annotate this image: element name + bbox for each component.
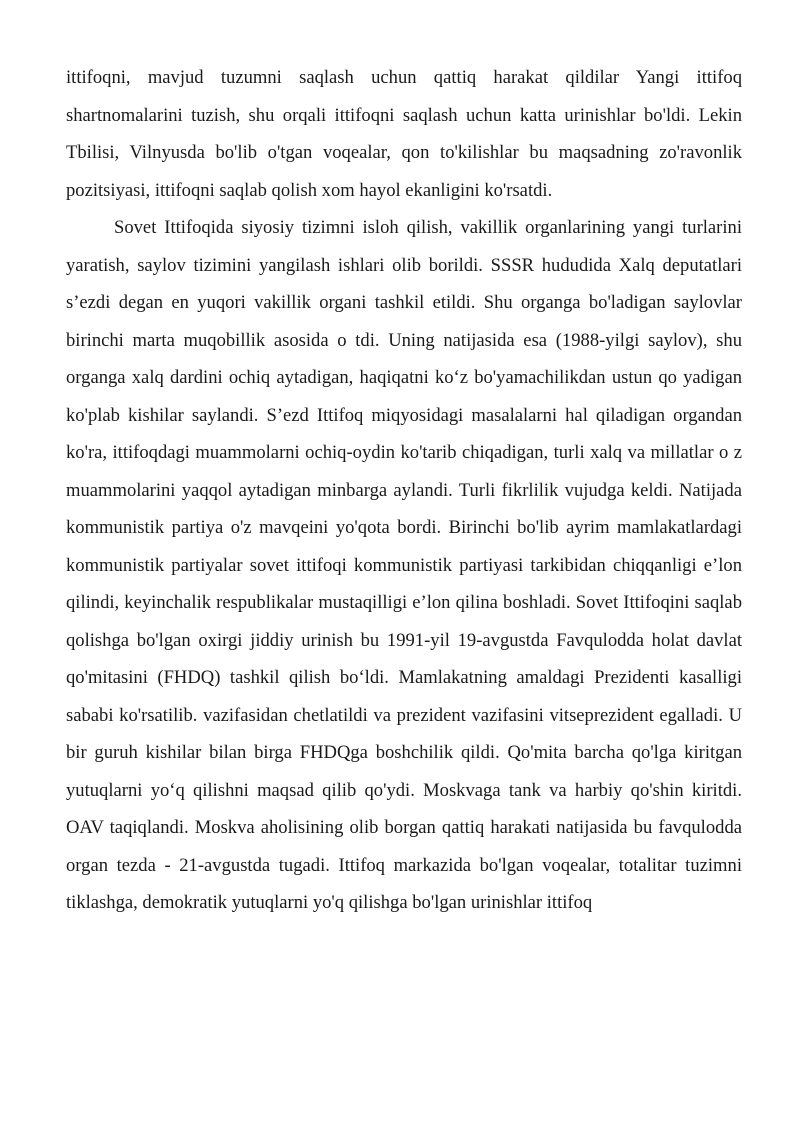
paragraph-2: Sovet Ittifoqida siyosiy tizimni isloh qilish, vakillik organlarining yangi turlarini yaratish, saylov tizimini yangilash ishlari olib borildi. SSSR hududida Xalq deputatlari s’ezdi degan en yuqori vakillik organi tashkil etildi. Shu organga bo'ladigan saylovlar birinchi marta muqobillik asosida o tdi. Uning natijasida esa (1988-yilgi saylov), shu organga xalq dardini ochiq aytadigan, haqiqatni ko‘z bo'yamachilikdan ustun qo yadigan ko'plab kishilar saylandi. S’ezd Ittifoq miqyosidagi masalalarni hal qiladigan organdan ko'ra, ittifoqdagi muammolarni ochiq-oydin ko'tarib chiqadigan, turli xalq va millatlar o z muammolarini yaqqol aytadigan minbarga aylandi. Turli fikrlilik vujudga keldi. Natijada kommunistik partiya o'z mavqeini yo'qota bordi. Birinchi bo'lib ayrim mamlakatlardagi kommunistik partiyalar sovet ittifoqi kommunistik partiyasi tarkibidan chiqqanligi e’lon qilindi, keyinchalik respublikalar mustaqilligi e’lon qilina boshladi. Sovet Ittifoqini saqlab qolishga bo'lgan oxirgi jiddiy urinish bu 1991-yil 19-avgustda Favqulodda holat davlat qo'mitasini (FHDQ) tashkil qilish bo‘ldi. Mamlakatning amaldagi Prezidenti kasalligi sababi ko'rsatilib. vazifasidan chetlatildi va prezident vazifasini vitseprezident egalladi. U bir guruh kishilar bilan birga FHDQga boshchilik qildi. Qo'mita barcha qo'lga kiritgan yutuqlarni yo‘q qilishni maqsad qilib qo'ydi. Moskvaga tank va harbiy qo'shin kiritdi. OAV taqiqlandi. Moskva aholisining olib borgan qattiq harakati natijasida bu favqulodda organ tezda - 21-avgustda tugadi. Ittifoq markazida bo'lgan voqealar, totalitar tuzimni tiklashga, demokratik yutuqlarni yo'q qilishga bo'lgan urinishlar ittifoq [66,217,742,913]
document-page [66,59,742,922]
paragraph-1: ittifoqni, mavjud tuzumni saqlash uchun qattiq harakat qildilar Yangi ittifoq shartnomalarini tuzish, shu orqali ittifoqni saqlash uchun katta urinishlar bo'ldi. Lekin Tbilisi, Vilnyusda bo'lib o'tgan voqealar, qon to'kilishlar bu maqsadning zo'ravonlik pozitsiyasi, ittifoqni saqlab qolish xom hayol ekanligini ko'rsatdi. [66,67,742,201]
